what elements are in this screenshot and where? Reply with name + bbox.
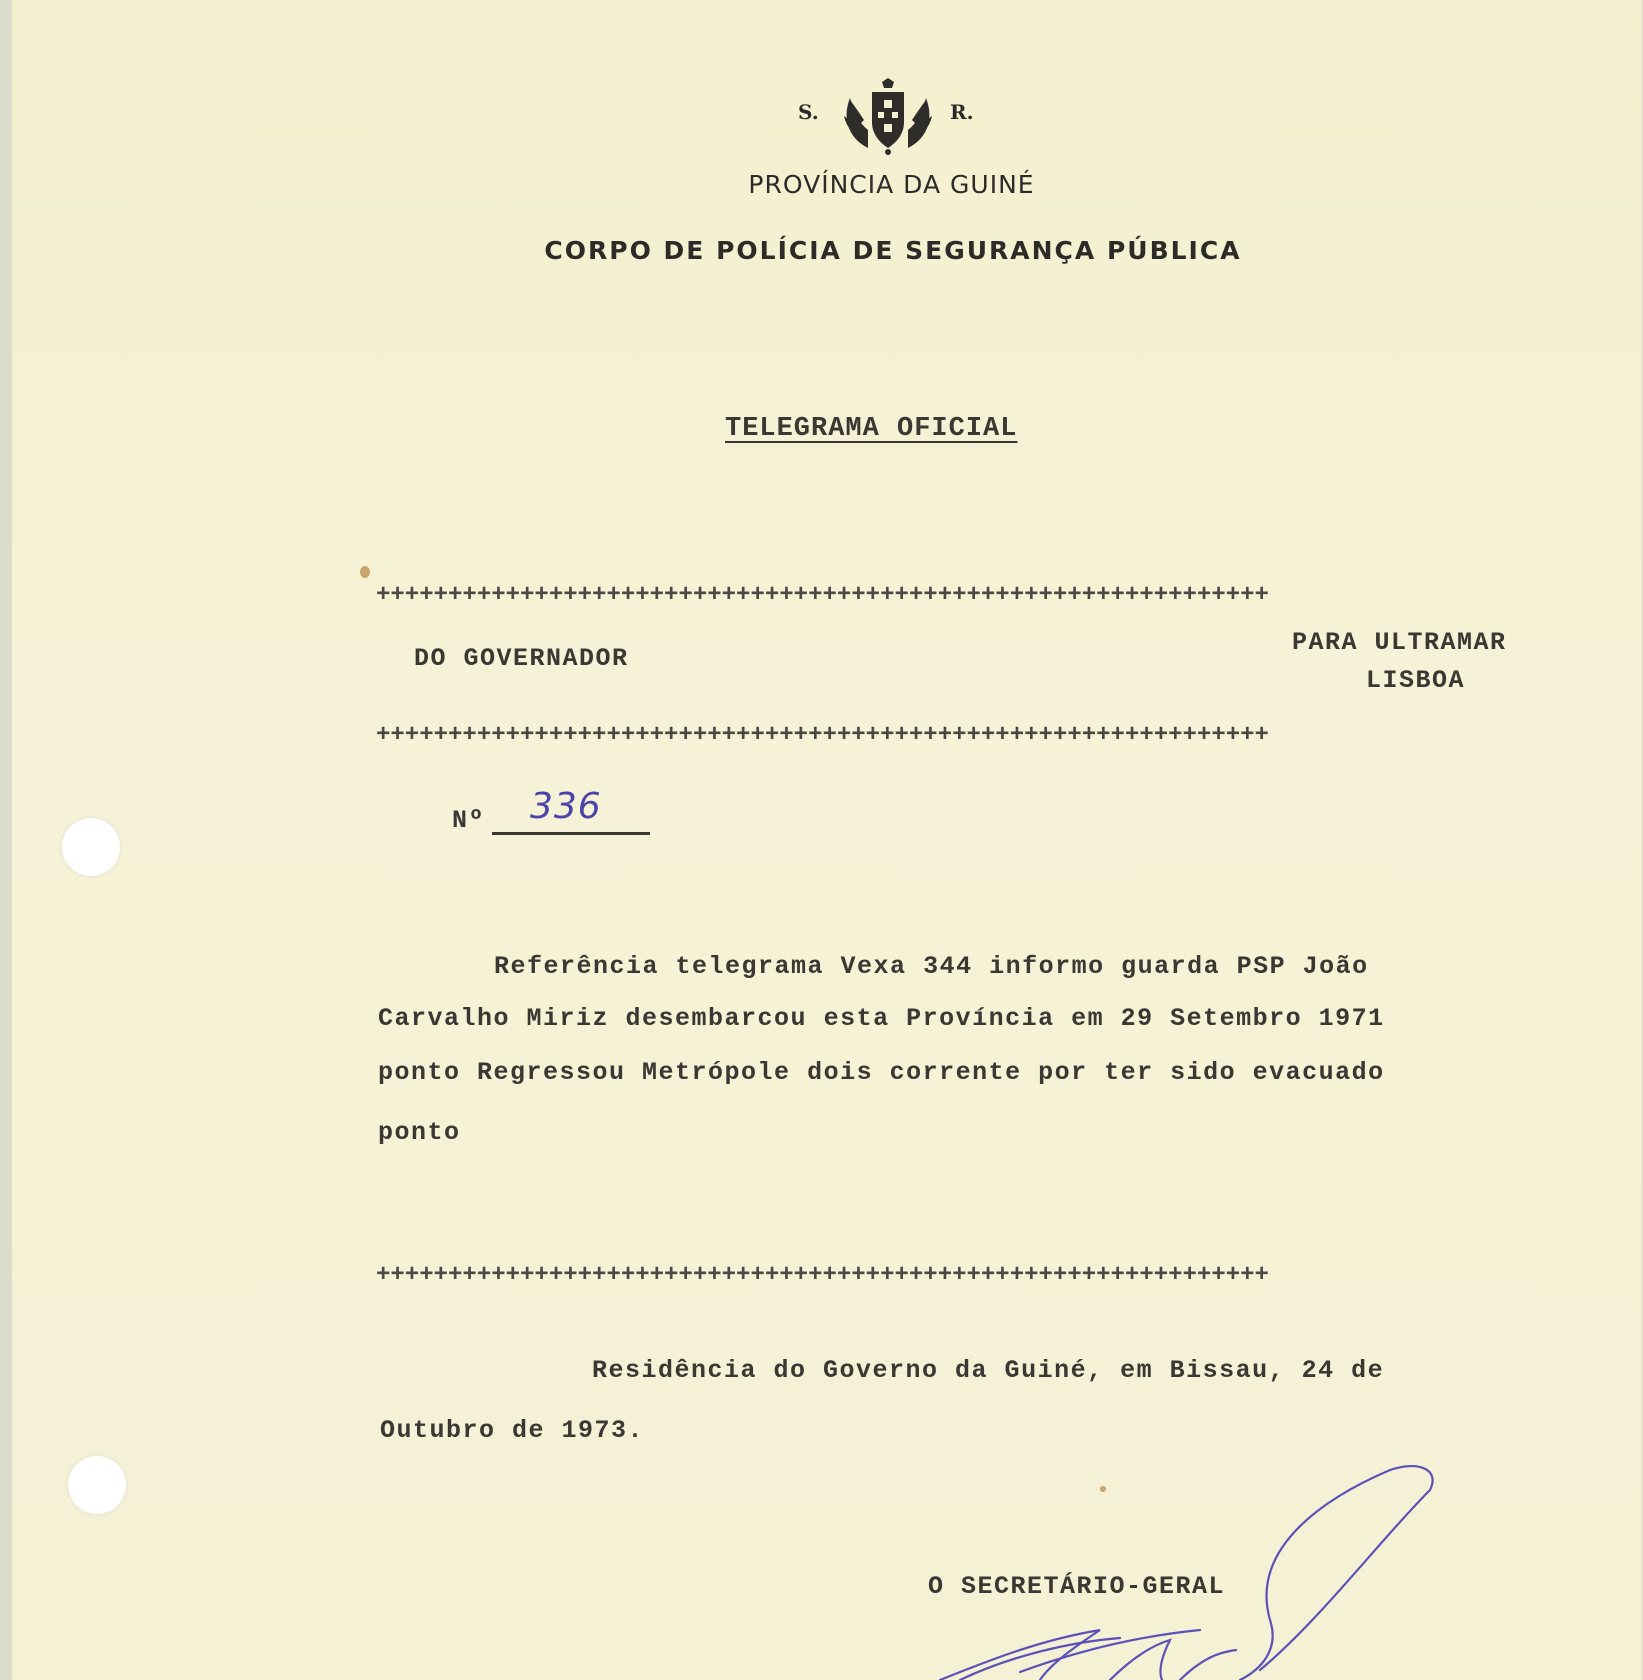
punch-hole-bottom (68, 1456, 126, 1514)
ink-spot (360, 566, 370, 578)
to-field-line1: PARA ULTRAMAR (1292, 628, 1507, 657)
separator-line-top: ++++++++++++++++++++++++++++++++++++++++++++++++++++++++++++++ (376, 582, 1269, 609)
to-field-line2: LISBOA (1366, 666, 1466, 695)
number-underline (492, 832, 650, 835)
from-field: DO GOVERNADOR (414, 644, 629, 673)
sr-left: S. (798, 100, 819, 124)
corps-heading: CORPO DE POLÍCIA DE SEGURANÇA PÚBLICA (544, 236, 1242, 265)
separator-line-middle: ++++++++++++++++++++++++++++++++++++++++++++++++++++++++++++++ (376, 722, 1269, 749)
closing-line-2: Outubro de 1973. (380, 1416, 645, 1445)
closing-line-1: Residência do Governo da Guiné, em Bissau, 24 de (592, 1356, 1385, 1385)
number-label: Nº (452, 806, 486, 835)
province-heading: PROVÍNCIA DA GUINÉ (748, 170, 1035, 199)
body-line-1: Referência telegrama Vexa 344 informo guarda PSP João (494, 952, 1369, 981)
body-line-3: ponto Regressou Metrópole dois corrente por ter sido evacuado (378, 1058, 1385, 1087)
signatory-title: O SECRETÁRIO-GERAL (928, 1572, 1226, 1601)
document-title: TELEGRAMA OFICIAL (725, 414, 1018, 444)
body-line-4: ponto (378, 1118, 461, 1147)
handwritten-signature (900, 1460, 1460, 1680)
punch-hole-top (62, 818, 120, 876)
body-line-2: Carvalho Miriz desembarcou esta Província em 29 Setembro 1971 (378, 1004, 1385, 1033)
sr-right: R. (950, 100, 974, 124)
coat-of-arms-icon (838, 78, 938, 156)
separator-line-bottom: ++++++++++++++++++++++++++++++++++++++++++++++++++++++++++++++ (376, 1262, 1269, 1289)
number-value-handwritten: 336 (530, 786, 602, 827)
